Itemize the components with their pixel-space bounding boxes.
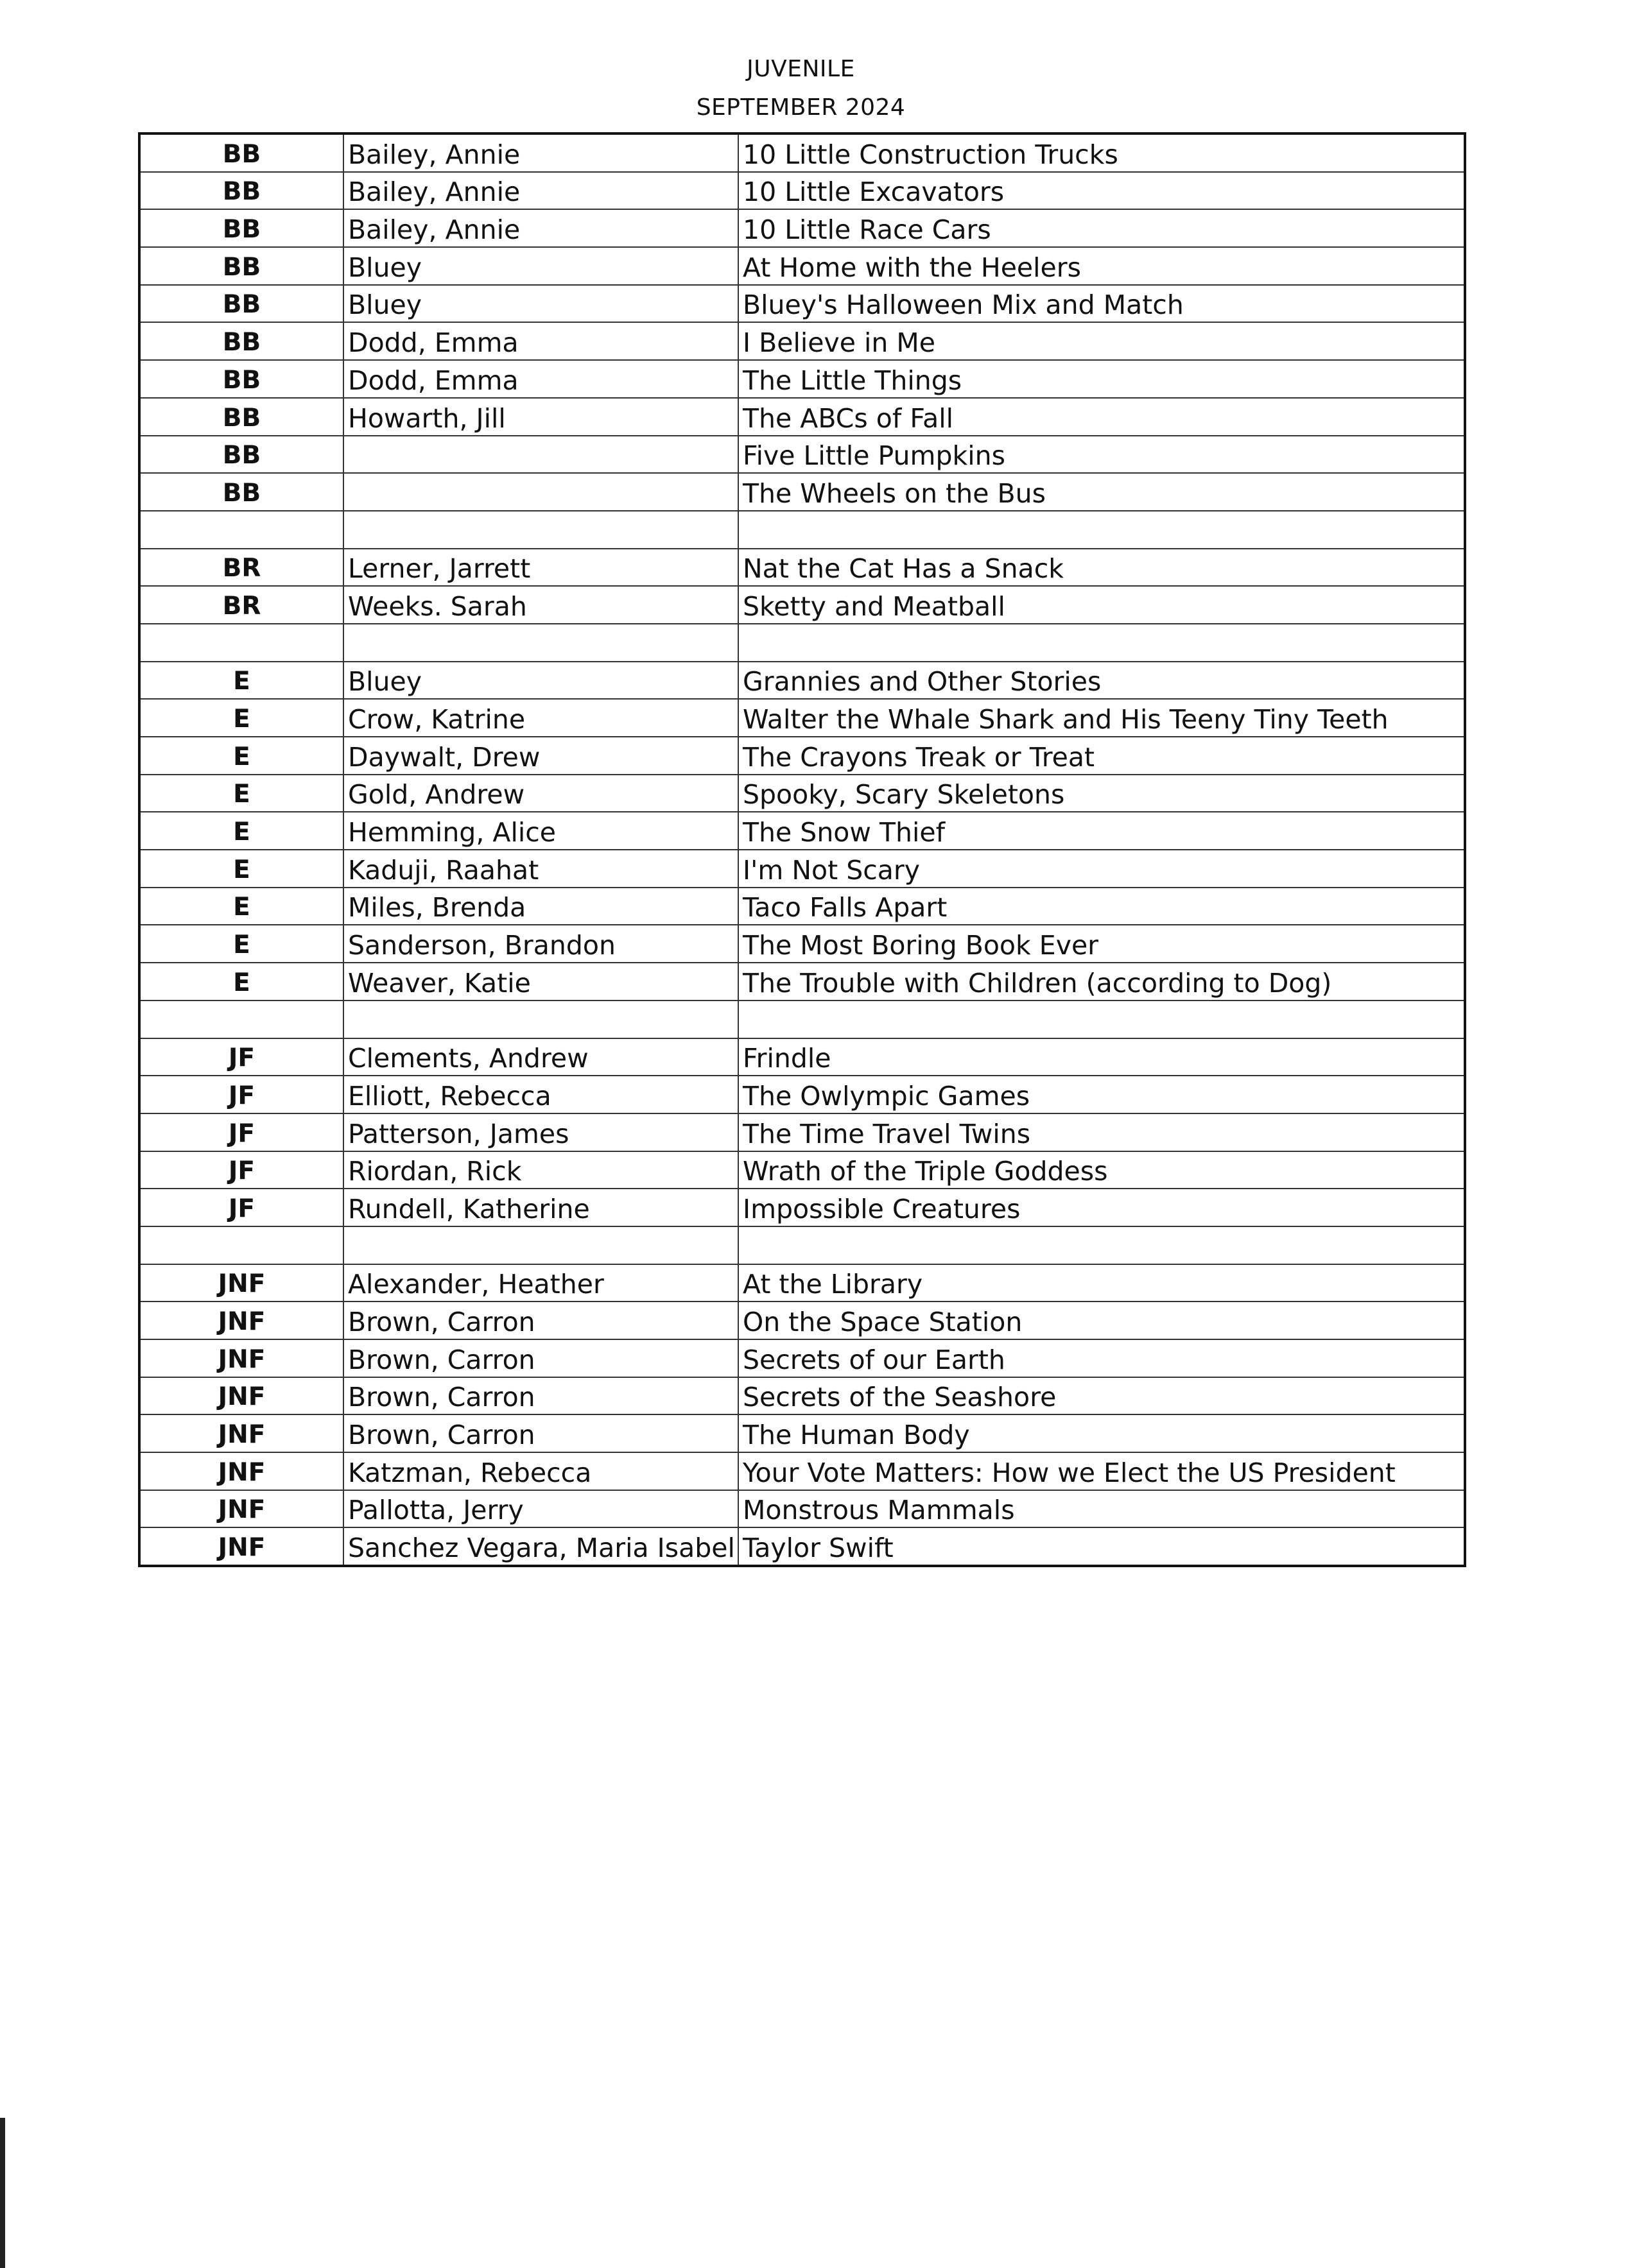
title-cell: Secrets of the Seashore <box>738 1377 1465 1415</box>
scan-edge-mark <box>0 2118 5 2268</box>
author-cell <box>343 511 738 549</box>
table-row <box>139 850 1465 888</box>
author-cell <box>343 624 738 662</box>
call-code-cell: BB <box>139 436 343 474</box>
author-cell: Weeks. Sarah <box>343 586 738 624</box>
table-row <box>139 172 1465 210</box>
table-row <box>139 1076 1465 1113</box>
table-row <box>139 322 1465 360</box>
title-cell: The ABCs of Fall <box>738 398 1465 436</box>
title-cell <box>738 1226 1465 1264</box>
title-cell: The Trouble with Children (according to Dog) <box>738 963 1465 1001</box>
author-cell: Howarth, Jill <box>343 398 738 436</box>
title-cell: The Wheels on the Bus <box>738 473 1465 511</box>
table-row <box>139 1414 1465 1452</box>
table-row <box>139 285 1465 323</box>
title-cell: Taylor Swift <box>738 1527 1465 1566</box>
table-row <box>139 549 1465 587</box>
title-cell: Impossible Creatures <box>738 1189 1465 1226</box>
title-cell: Grannies and Other Stories <box>738 662 1465 700</box>
call-code-cell: BB <box>139 322 343 360</box>
author-cell: Brown, Carron <box>343 1414 738 1452</box>
title-cell: At Home with the Heelers <box>738 247 1465 285</box>
call-code-cell: E <box>139 775 343 812</box>
author-cell <box>343 1226 738 1264</box>
table-row <box>139 436 1465 474</box>
book-listing-table <box>138 132 1466 1567</box>
author-cell: Riordan, Rick <box>343 1151 738 1189</box>
author-cell <box>343 1001 738 1038</box>
author-cell: Gold, Andrew <box>343 775 738 812</box>
title-cell: The Most Boring Book Ever <box>738 925 1465 963</box>
author-cell: Clements, Andrew <box>343 1038 738 1076</box>
call-code-cell: E <box>139 850 343 888</box>
title-cell: The Little Things <box>738 360 1465 398</box>
call-code-cell: E <box>139 888 343 925</box>
title-cell: The Crayons Treak or Treat <box>738 737 1465 775</box>
title-cell: Bluey's Halloween Mix and Match <box>738 285 1465 323</box>
author-cell: Brown, Carron <box>343 1377 738 1415</box>
call-code-cell: JNF <box>139 1264 343 1302</box>
table-spacer-row <box>139 511 1465 549</box>
call-code-cell: BB <box>139 285 343 323</box>
call-code-cell: JF <box>139 1189 343 1226</box>
table-row <box>139 398 1465 436</box>
call-code-cell: E <box>139 812 343 850</box>
table-row <box>139 963 1465 1001</box>
author-cell: Dodd, Emma <box>343 322 738 360</box>
title-cell: Sketty and Meatball <box>738 586 1465 624</box>
author-cell: Sanderson, Brandon <box>343 925 738 963</box>
table-spacer-row <box>139 624 1465 662</box>
table-spacer-row <box>139 1226 1465 1264</box>
title-cell: I Believe in Me <box>738 322 1465 360</box>
author-cell: Bluey <box>343 247 738 285</box>
call-code-cell: BB <box>139 473 343 511</box>
table-row <box>139 812 1465 850</box>
call-code-cell: BB <box>139 247 343 285</box>
author-cell: Brown, Carron <box>343 1339 738 1377</box>
author-cell: Elliott, Rebecca <box>343 1076 738 1113</box>
title-cell <box>738 624 1465 662</box>
title-cell: The Owlympic Games <box>738 1076 1465 1113</box>
table-row <box>139 925 1465 963</box>
title-cell <box>738 511 1465 549</box>
title-cell: Monstrous Mammals <box>738 1490 1465 1528</box>
call-code-cell: JF <box>139 1076 343 1113</box>
title-cell: Five Little Pumpkins <box>738 436 1465 474</box>
call-code-cell: JF <box>139 1151 343 1189</box>
title-cell: On the Space Station <box>738 1302 1465 1339</box>
call-code-cell: E <box>139 963 343 1001</box>
author-cell: Lerner, Jarrett <box>343 549 738 587</box>
table-row <box>139 737 1465 775</box>
author-cell: Hemming, Alice <box>343 812 738 850</box>
title-cell: Nat the Cat Has a Snack <box>738 549 1465 587</box>
call-code-cell <box>139 624 343 662</box>
call-code-cell: JNF <box>139 1452 343 1490</box>
author-cell: Brown, Carron <box>343 1302 738 1339</box>
table-row <box>139 586 1465 624</box>
table-row <box>139 473 1465 511</box>
table-row <box>139 1452 1465 1490</box>
call-code-cell: JNF <box>139 1414 343 1452</box>
title-cell: Spooky, Scary Skeletons <box>738 775 1465 812</box>
page-header <box>0 50 1602 127</box>
author-cell: Weaver, Katie <box>343 963 738 1001</box>
title-cell: The Human Body <box>738 1414 1465 1452</box>
call-code-cell: BB <box>139 360 343 398</box>
call-code-cell: BB <box>139 172 343 210</box>
title-cell: 10 Little Race Cars <box>738 209 1465 247</box>
title-cell: The Snow Thief <box>738 812 1465 850</box>
table-row <box>139 209 1465 247</box>
call-code-cell: JNF <box>139 1302 343 1339</box>
page-title: JUVENILE <box>747 56 855 82</box>
table-row <box>139 1377 1465 1415</box>
call-code-cell: JNF <box>139 1527 343 1566</box>
call-code-cell: JNF <box>139 1339 343 1377</box>
author-cell: Crow, Katrine <box>343 699 738 737</box>
table-spacer-row <box>139 1001 1465 1038</box>
call-code-cell <box>139 1226 343 1264</box>
author-cell: Bailey, Annie <box>343 133 738 172</box>
title-cell: Secrets of our Earth <box>738 1339 1465 1377</box>
author-cell: Patterson, James <box>343 1113 738 1151</box>
table-row <box>139 247 1465 285</box>
table-row <box>139 1038 1465 1076</box>
table-row <box>139 662 1465 700</box>
title-cell: The Time Travel Twins <box>738 1113 1465 1151</box>
author-cell: Pallotta, Jerry <box>343 1490 738 1528</box>
title-cell: Your Vote Matters: How we Elect the US President <box>738 1452 1465 1490</box>
table-row <box>139 360 1465 398</box>
author-cell <box>343 436 738 474</box>
table-row <box>139 1339 1465 1377</box>
table-row <box>139 1113 1465 1151</box>
title-cell: I'm Not Scary <box>738 850 1465 888</box>
table-row <box>139 1189 1465 1226</box>
call-code-cell: BB <box>139 398 343 436</box>
call-code-cell: E <box>139 925 343 963</box>
call-code-cell: BR <box>139 549 343 587</box>
table-row <box>139 1264 1465 1302</box>
title-cell: Walter the Whale Shark and His Teeny Tiny Teeth <box>738 699 1465 737</box>
author-cell: Rundell, Katherine <box>343 1189 738 1226</box>
title-cell: Wrath of the Triple Goddess <box>738 1151 1465 1189</box>
call-code-cell: BB <box>139 133 343 172</box>
author-cell: Daywalt, Drew <box>343 737 738 775</box>
author-cell: Bailey, Annie <box>343 172 738 210</box>
title-cell: 10 Little Construction Trucks <box>738 133 1465 172</box>
call-code-cell: JF <box>139 1113 343 1151</box>
book-listing-body <box>139 133 1465 1566</box>
call-code-cell: JNF <box>139 1377 343 1415</box>
title-cell: Taco Falls Apart <box>738 888 1465 925</box>
author-cell: Sanchez Vegara, Maria Isabel <box>343 1527 738 1566</box>
author-cell: Miles, Brenda <box>343 888 738 925</box>
table-row <box>139 1490 1465 1528</box>
title-cell <box>738 1001 1465 1038</box>
table-row <box>139 775 1465 812</box>
title-cell: 10 Little Excavators <box>738 172 1465 210</box>
table-row <box>139 1151 1465 1189</box>
call-code-cell: JF <box>139 1038 343 1076</box>
table-row <box>139 1302 1465 1339</box>
call-code-cell: E <box>139 699 343 737</box>
call-code-cell <box>139 511 343 549</box>
author-cell: Dodd, Emma <box>343 360 738 398</box>
page-subtitle: SEPTEMBER 2024 <box>696 94 906 121</box>
title-cell: At the Library <box>738 1264 1465 1302</box>
author-cell <box>343 473 738 511</box>
author-cell: Bailey, Annie <box>343 209 738 247</box>
title-cell: Frindle <box>738 1038 1465 1076</box>
call-code-cell <box>139 1001 343 1038</box>
call-code-cell: E <box>139 737 343 775</box>
table-row <box>139 699 1465 737</box>
call-code-cell: JNF <box>139 1490 343 1528</box>
call-code-cell: BR <box>139 586 343 624</box>
author-cell: Alexander, Heather <box>343 1264 738 1302</box>
table-row <box>139 888 1465 925</box>
call-code-cell: BB <box>139 209 343 247</box>
author-cell: Bluey <box>343 662 738 700</box>
author-cell: Katzman, Rebecca <box>343 1452 738 1490</box>
call-code-cell: E <box>139 662 343 700</box>
table-row <box>139 133 1465 172</box>
author-cell: Kaduji, Raahat <box>343 850 738 888</box>
table-row <box>139 1527 1465 1566</box>
author-cell: Bluey <box>343 285 738 323</box>
